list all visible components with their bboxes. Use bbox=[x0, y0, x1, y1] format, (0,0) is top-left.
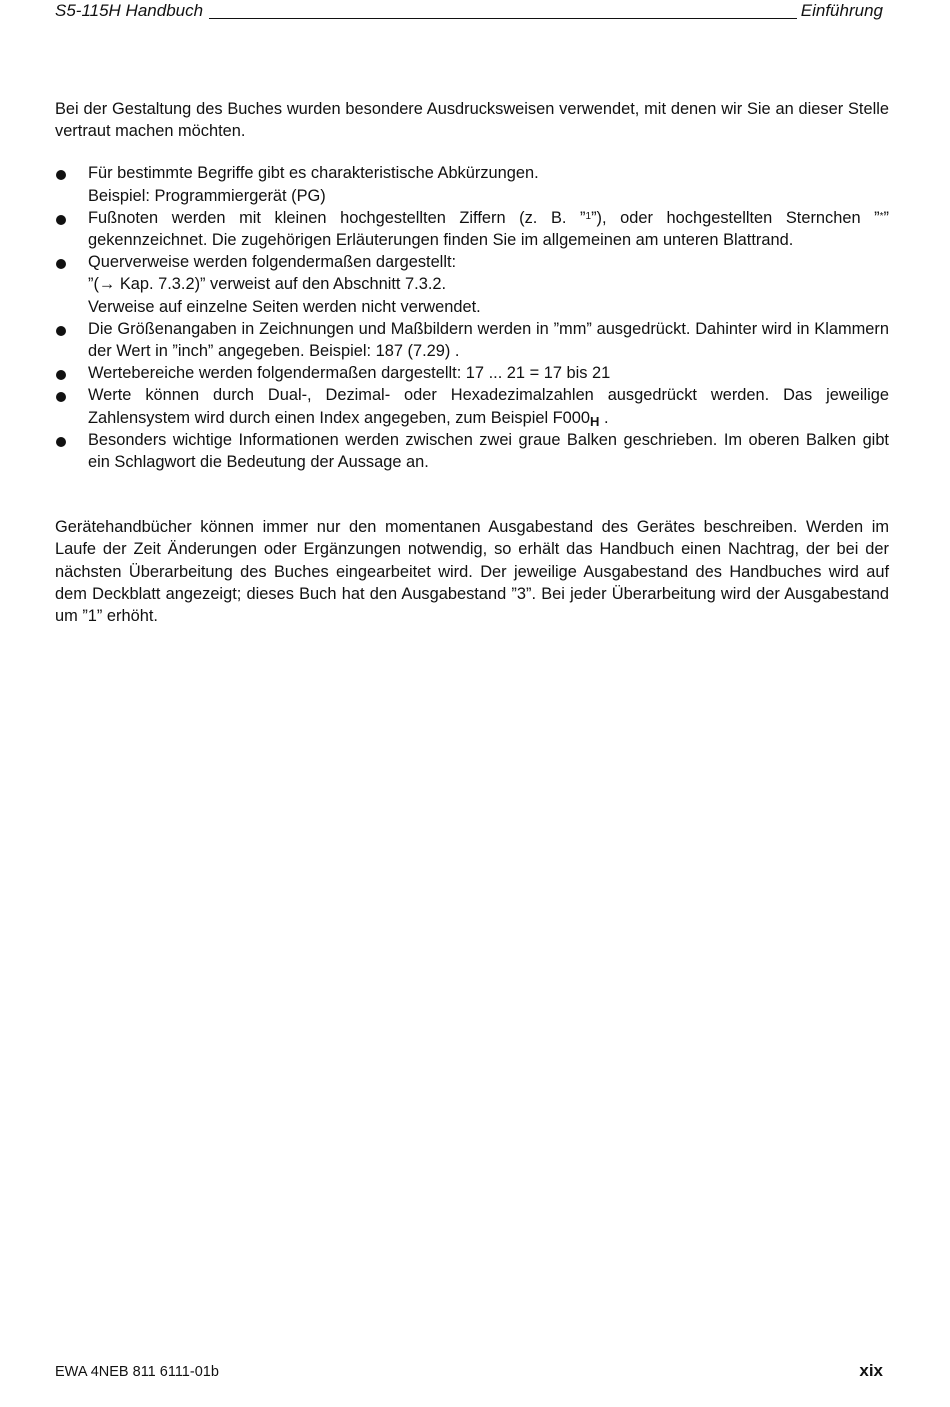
bullet-4-text: Die Größenangaben in Zeichnungen und Maßbildern werden in ”mm” ausgedrückt. Dahinter wird in Klammern der Wert in ”inch” angegeben. Beispiel: 187 (7.29) . bbox=[88, 319, 889, 361]
bullet-2-text-c: ” gekennzeichnet. Die zugehörigen Erläuterungen finden Sie im allgemeinen am unteren Blattrand. bbox=[88, 208, 890, 250]
bullet-icon bbox=[56, 392, 66, 402]
bullet-icon bbox=[56, 259, 66, 269]
bullet-icon bbox=[56, 326, 66, 336]
list-item bbox=[55, 318, 889, 362]
bullet-2-text-b: ”), oder hochgestellten Sternchen ” bbox=[591, 208, 880, 227]
conventions-list bbox=[55, 162, 889, 473]
header-section: Einführung bbox=[800, 1, 883, 20]
bullet-icon bbox=[56, 370, 66, 380]
footnote-asterisk-example: * bbox=[879, 210, 884, 222]
bullet-1-line-1: Für bestimmte Begriffe gibt es charakteristische Abkürzungen. bbox=[88, 164, 539, 183]
list-item bbox=[55, 207, 889, 251]
list-item bbox=[55, 362, 889, 384]
list-item bbox=[55, 384, 889, 428]
bullet-icon bbox=[56, 215, 66, 225]
bullet-6-end: . bbox=[599, 408, 609, 427]
bullet-2-text-a: Fußnoten werden mit kleinen hochgestellten Ziffern (z. B. ” bbox=[88, 208, 586, 227]
hex-index: H bbox=[590, 413, 600, 429]
bullet-7-text: Besonders wichtige Informationen werden zwischen zwei graue Balken geschrieben. Im oberen Balken gibt ein Schlagwort die Bedeutung der Aussage an. bbox=[88, 430, 889, 472]
bullet-6-text: Werte können durch Dual-, Dezimal- oder Hexadezimalzahlen ausgedrückt werden. Das jeweilige Zahlensystem wird durch einen Index angegeben, zum Beispiel F000 bbox=[88, 386, 889, 427]
bullet-1-line-2: Beispiel: Programmiergerät (PG) bbox=[88, 186, 326, 205]
bullet-5-text: Wertebereiche werden folgendermaßen dargestellt: 17 ... 21 = 17 bis 21 bbox=[88, 364, 611, 383]
bullet-icon bbox=[56, 437, 66, 447]
list-item bbox=[55, 162, 889, 206]
page-header bbox=[55, 0, 883, 20]
intro-paragraph: Bei der Gestaltung des Buches wurden besondere Ausdrucksweisen verwendet, mit denen wir Sie an dieser Stelle vertraut machen möchten. bbox=[55, 100, 889, 141]
bullet-3-line-3: Verweise auf einzelne Seiten werden nicht verwendet. bbox=[88, 297, 481, 316]
bullet-3-line-2: ”(→ Kap. 7.3.2)” verweist auf den Abschnitt 7.3.2. bbox=[88, 275, 447, 294]
page-content bbox=[55, 98, 889, 627]
list-item bbox=[55, 251, 889, 318]
list-item bbox=[55, 429, 889, 473]
bullet-icon bbox=[56, 170, 66, 180]
edition-paragraph: Gerätehandbücher können immer nur den momentanen Ausgabestand des Gerätes beschreiben. Werden im Laufe der Zeit Änderungen oder Ergänzungen notwendig, so erhält das Handbuch einen Nachtrag, der bei der nächsten Überarbeitung des Buches eingearbeitet wird. Der jeweilige Ausgabestand des Handbuches wird auf dem Deckblatt angezeigt; dieses Buch hat den Ausgabestand ”3”. Bei jeder Überarbeitung wird der Ausgabestand um ”1” erhöht. bbox=[55, 518, 889, 626]
bullet-3-line-1: Querverweise werden folgendermaßen dargestellt: bbox=[88, 253, 457, 272]
footer-doc-id: EWA 4NEB 811 6111-01b bbox=[55, 1364, 219, 1380]
footnote-digit-example: 1 bbox=[585, 210, 592, 222]
footer-page-number: xix bbox=[859, 1361, 883, 1380]
header-rule bbox=[209, 17, 797, 19]
header-title: S5-115H Handbuch bbox=[55, 1, 204, 20]
